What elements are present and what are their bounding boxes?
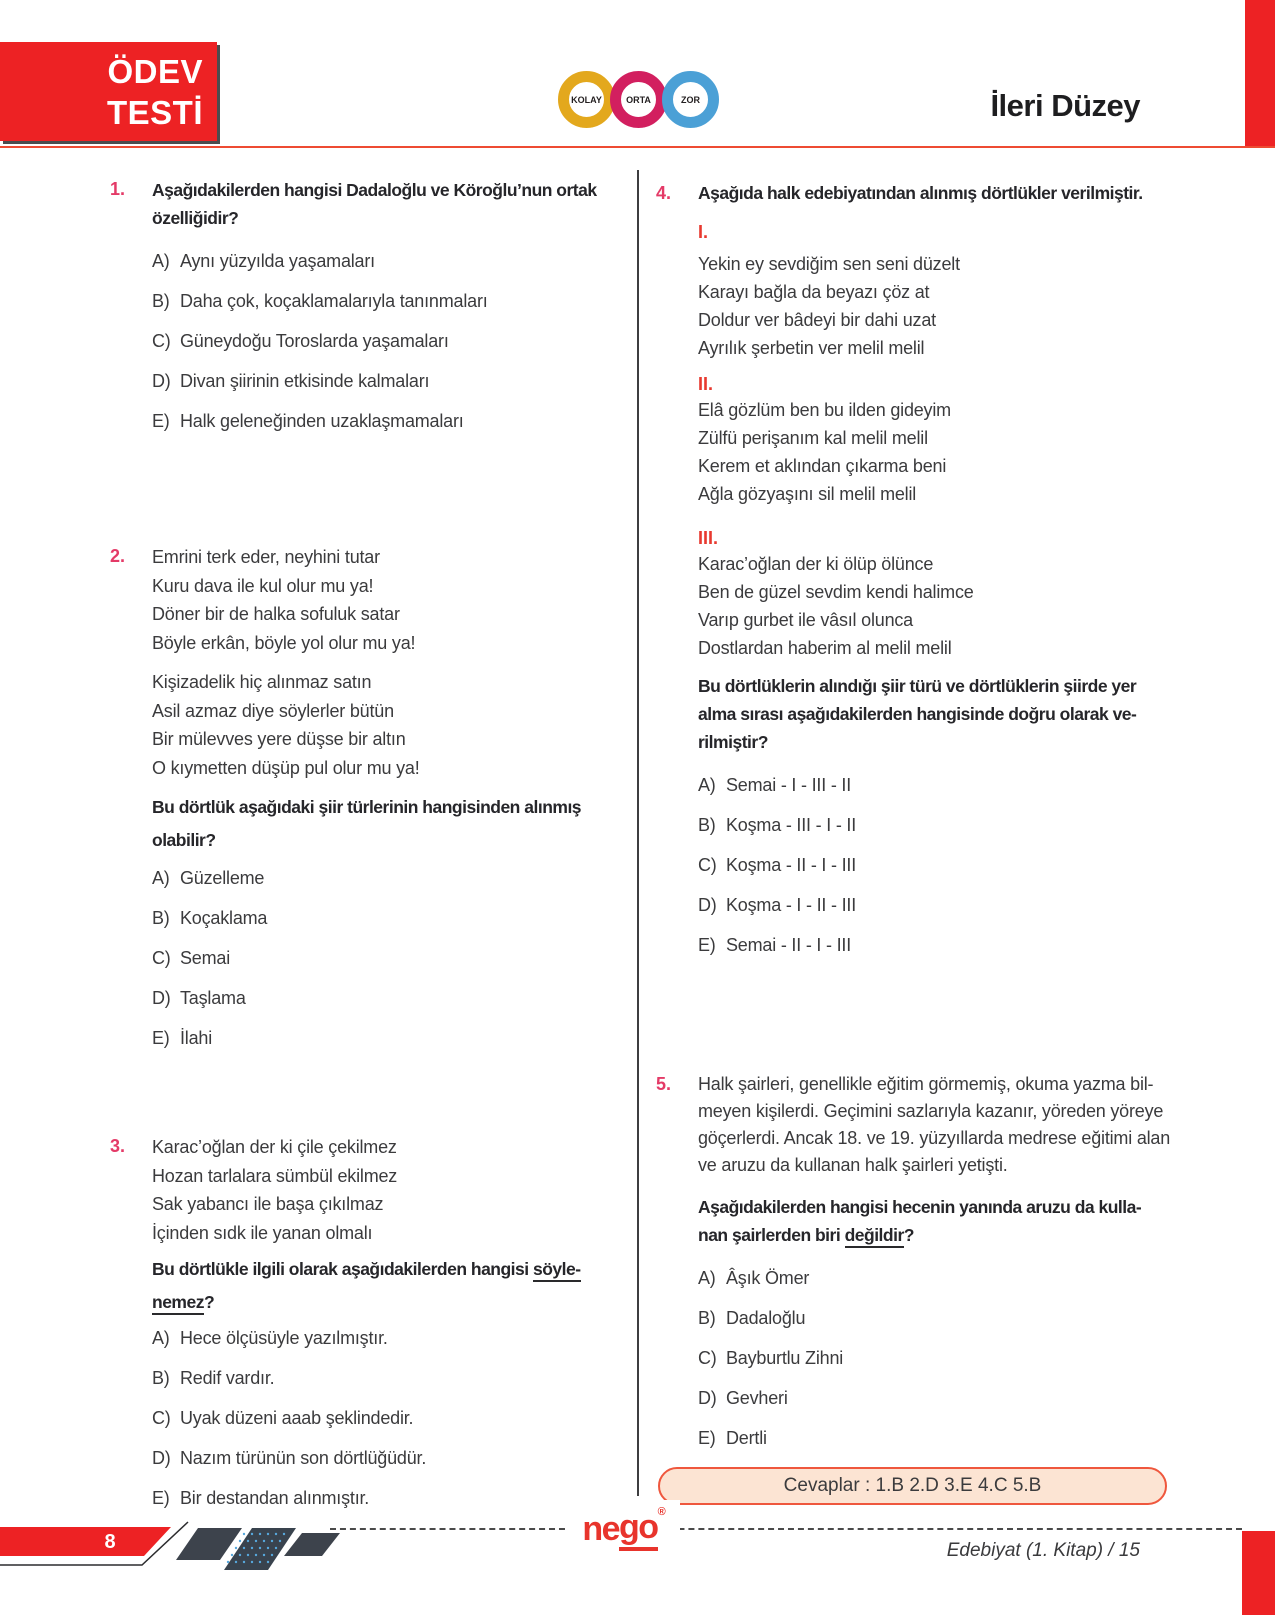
question-4 — [656, 180, 1204, 956]
stem-text: ? — [903, 1225, 914, 1245]
footer-ribbon-decoration — [0, 1520, 345, 1578]
question-2-options — [152, 867, 634, 1049]
poem-line: Kuru dava ile kul olur mu ya! — [152, 575, 374, 596]
option-text: Koçaklama — [180, 908, 268, 928]
roman-numeral-1: I. — [698, 222, 709, 242]
option-text: Bayburtlu Zihni — [726, 1348, 844, 1368]
ring-label-zor: ZOR — [681, 94, 700, 105]
option-letter: D) — [152, 1448, 171, 1468]
option-row-e — [152, 410, 634, 432]
question-1-options — [152, 250, 634, 432]
badge-line-1: ÖDEV — [107, 53, 203, 90]
poem-line: Dostlardan haberim al melil melil — [698, 638, 952, 658]
page-title: İleri Düzey — [990, 88, 1140, 123]
option-letter: B) — [698, 815, 716, 835]
right-edge-bar-top — [1245, 0, 1275, 146]
option-row-a — [152, 250, 634, 272]
option-text: Aynı yüzyılda yaşamaları — [180, 251, 375, 271]
poem-line: Böyle erkân, böyle yol olur mu ya! — [152, 632, 416, 653]
option-row-c — [152, 1407, 634, 1429]
option-letter: C) — [698, 1348, 717, 1368]
poem-line: Varıp gurbet ile vâsıl olunca — [698, 610, 913, 630]
deco-parallelogram-2 — [284, 1533, 340, 1556]
right-edge-bar-bottom — [1242, 1531, 1275, 1615]
logo-text-ne: ne — [582, 1509, 620, 1548]
poem-line: Ben de güzel sevdim kendi halimce — [698, 582, 974, 602]
option-text: Hece ölçüsüyle yazılmıştır. — [180, 1328, 388, 1348]
option-text: Güzelleme — [180, 868, 265, 888]
poem-line: Ayrılık şerbetin ver melil melil — [698, 338, 925, 358]
header-rule — [0, 146, 1275, 148]
stem-line: rilmiştir? — [698, 732, 768, 752]
question-2-stem — [152, 791, 634, 857]
ring-label-kolay: KOLAY — [571, 94, 602, 105]
stem-line: Bu dörtlüklerin alındığı şiir türü ve dörtlüklerin şiirde yer — [698, 676, 1137, 696]
question-5-stem — [698, 1193, 1204, 1249]
stem-text: ? — [203, 1292, 215, 1312]
poem-line: Döner bir de halka sofuluk satar — [152, 604, 400, 624]
option-row-e — [152, 1027, 634, 1049]
option-letter: A) — [698, 1268, 716, 1288]
option-text: Halk geleneğinden uzaklaşmamaları — [180, 411, 464, 431]
option-letter: D) — [698, 895, 717, 915]
option-letter: E) — [152, 1028, 170, 1048]
option-row-e — [152, 1487, 634, 1509]
question-3-number: 3. — [110, 1136, 126, 1156]
question-5-number: 5. — [656, 1074, 672, 1094]
underlined-word: söyle- — [533, 1259, 581, 1282]
option-text: Bir destandan alınmıştır. — [180, 1488, 370, 1508]
option-row-b — [152, 290, 634, 312]
option-letter: C) — [152, 948, 171, 968]
paragraph-line: Halk şairleri, genellikle eğitim görmemiş, okuma yazma bil- — [698, 1074, 1154, 1094]
poem-line: Ağla gözyaşını sil melil melil — [698, 484, 917, 504]
question-5-paragraph — [698, 1071, 1204, 1179]
option-text: Semai - II - I - III — [726, 935, 852, 955]
option-letter: A) — [152, 251, 170, 271]
poem-line: İçinden sıdk ile yanan olmalı — [152, 1222, 373, 1243]
option-text: Koşma - II - I - III — [726, 855, 857, 875]
poem-line: Asil azmaz diye söylerler bütün — [152, 700, 394, 721]
question-2 — [110, 543, 634, 1049]
option-text: Uyak düzeni aaab şeklindedir. — [180, 1408, 414, 1428]
option-letter: C) — [152, 331, 171, 351]
ring-label-orta: ORTA — [626, 94, 651, 105]
difficulty-ring-zor — [662, 71, 719, 128]
answers-box — [658, 1467, 1167, 1505]
difficulty-ring-orta — [610, 71, 667, 128]
option-letter: C) — [152, 1408, 171, 1428]
question-2-stanza-1 — [152, 543, 634, 657]
question-5-options — [698, 1267, 1204, 1449]
poem-line: Karac’oğlan der ki ölüp ölünce — [698, 554, 934, 574]
question-2-number: 2. — [110, 546, 126, 566]
poem-line: Sak yabancı ile başa çıkılmaz — [152, 1194, 384, 1214]
poem-line: Yekin ey sevdiğim sen seni düzelt — [698, 254, 960, 274]
footer-rule — [330, 1528, 1242, 1530]
stem-line — [698, 1221, 1204, 1249]
option-row-c — [698, 1347, 1204, 1369]
stem-line: Aşağıdakilerden hangisi Dadaloğlu ve Köroğlu’nun ortak — [152, 180, 597, 200]
option-text: Semai - I - III - II — [726, 775, 852, 795]
option-row-d — [152, 987, 634, 1009]
option-row-a — [152, 1327, 634, 1349]
stem-line — [152, 1253, 634, 1286]
option-text: Daha çok, koçaklamalarıyla tanınmaları — [180, 291, 488, 311]
option-text: Koşma - I - II - III — [726, 895, 857, 915]
question-2-stanza-2 — [152, 668, 634, 782]
question-4-poem-2 — [698, 396, 1204, 508]
question-5 — [656, 1071, 1204, 1449]
badge-line-2: TESTİ — [106, 94, 203, 131]
option-letter: A) — [152, 1328, 170, 1348]
option-letter: D) — [152, 988, 171, 1008]
option-text: Redif vardır. — [180, 1368, 275, 1388]
stem-text: nan şairlerden biri — [698, 1225, 845, 1245]
option-letter: E) — [698, 935, 716, 955]
question-1-stem — [152, 176, 634, 232]
question-4-poem-3 — [698, 550, 1204, 662]
difficulty-rings — [558, 71, 719, 128]
option-row-d — [698, 894, 1204, 916]
question-4-stem — [698, 672, 1204, 756]
option-text: Semai — [180, 948, 231, 968]
stem-line: Bu dörtlük aşağıdaki şiir türlerinin hangisinden alınmış — [152, 797, 582, 817]
logo-text-go: go — [619, 1508, 658, 1551]
option-letter: E) — [152, 1488, 170, 1508]
option-row-c — [152, 330, 634, 352]
question-3-poem — [152, 1133, 634, 1247]
stem-line: alma sırası aşağıdakilerden hangisinde doğru olarak ve- — [698, 704, 1137, 724]
option-row-b — [698, 1307, 1204, 1329]
poem-line: Bir mülevves yere düşse bir altın — [152, 729, 406, 749]
stem-line: Aşağıdakilerden hangisi hecenin yanında aruzu da kulla- — [698, 1197, 1142, 1217]
option-row-b — [152, 1367, 634, 1389]
stem-line: olabilir? — [152, 830, 216, 850]
option-letter: D) — [698, 1388, 717, 1408]
book-reference: Edebiyat (1. Kitap) / 15 — [946, 1540, 1140, 1561]
question-3-stem — [152, 1253, 634, 1319]
option-letter: B) — [152, 908, 170, 928]
paragraph-line: göçerlerdi. Ancak 18. ve 19. yüzyıllarda medrese eğitimi alan — [698, 1128, 1171, 1148]
option-text: Dertli — [726, 1428, 767, 1448]
stem-text: Bu dörtlükle ilgili olarak aşağıdakilerden hangisi — [152, 1259, 533, 1279]
poem-line: Karac’oğlan der ki çile çekilmez — [152, 1137, 397, 1157]
option-letter: D) — [152, 371, 171, 391]
difficulty-ring-kolay — [558, 71, 615, 128]
question-4-number: 4. — [656, 183, 672, 203]
question-4-intro: Aşağıda halk edebiyatından alınmış dörtlükler verilmiştir. — [698, 183, 1143, 203]
poem-line: Karayı bağla da beyazı çöz at — [698, 282, 930, 302]
answers-text: Cevaplar : 1.B 2.D 3.E 4.C 5.B — [783, 1475, 1042, 1496]
option-text: İlahi — [180, 1028, 213, 1048]
option-row-d — [698, 1387, 1204, 1409]
option-letter: E) — [698, 1428, 716, 1448]
option-text: Dadaloğlu — [726, 1308, 806, 1328]
odev-testi-badge — [0, 42, 217, 141]
option-letter: C) — [698, 855, 717, 875]
question-4-options — [698, 774, 1204, 956]
option-text: Divan şiirinin etkisinde kalmaları — [180, 371, 430, 391]
question-3-options — [152, 1327, 634, 1509]
poem-line: Zülfü perişanım kal melil melil — [698, 428, 928, 448]
question-4-poem-1 — [698, 250, 1204, 362]
option-row-e — [698, 934, 1204, 956]
option-text: Taşlama — [180, 988, 246, 1008]
paragraph-line: ve aruzu da kullanan halk şairleri yetişti. — [698, 1155, 1008, 1175]
option-letter: B) — [152, 291, 170, 311]
option-text: Koşma - III - I - II — [726, 815, 857, 835]
option-row-a — [698, 774, 1204, 796]
poem-line: O kıymetten düşüp pul olur mu ya! — [152, 757, 420, 778]
poem-line: Emrini terk eder, neyhini tutar — [152, 547, 380, 567]
column-divider — [637, 170, 639, 1496]
option-text: Güneydoğu Toroslarda yaşamaları — [180, 331, 449, 351]
poem-line: Kerem et aklından çıkarma beni — [698, 456, 947, 476]
question-3 — [110, 1133, 634, 1509]
option-letter: A) — [698, 775, 716, 795]
option-letter: B) — [152, 1368, 170, 1388]
question-1 — [110, 176, 634, 432]
option-letter: B) — [698, 1308, 716, 1328]
option-text: Âşık Ömer — [726, 1268, 810, 1288]
option-letter: A) — [152, 868, 170, 888]
roman-numeral-3: III. — [698, 528, 719, 548]
option-row-c — [698, 854, 1204, 876]
option-row-e — [698, 1427, 1204, 1449]
poem-line: Doldur ver bâdeyi bir dahi uzat — [698, 310, 936, 330]
stem-line — [152, 1286, 634, 1319]
stem-line: özelliğidir? — [152, 208, 239, 228]
option-row-a — [698, 1267, 1204, 1289]
option-row-b — [698, 814, 1204, 836]
page-number: 8 — [104, 1531, 116, 1553]
option-row-d — [152, 1447, 634, 1469]
option-row-b — [152, 907, 634, 929]
nego-logo — [568, 1500, 680, 1558]
question-1-number: 1. — [110, 179, 126, 199]
underlined-word: nemez — [152, 1292, 204, 1315]
paragraph-line: meyen kişilerdi. Geçimini sazlarıyla kazanır, yöreden yöreye — [698, 1101, 1164, 1121]
poem-line: Hozan tarlalara sümbül ekilmez — [152, 1165, 398, 1186]
option-row-a — [152, 867, 634, 889]
poem-line: Kişizadelik hiç alınmaz satın — [152, 672, 372, 692]
option-row-d — [152, 370, 634, 392]
option-text: Nazım türünün son dörtlüğüdür. — [180, 1448, 427, 1468]
poem-line: Elâ gözlüm ben bu ilden gideyim — [698, 400, 951, 420]
roman-numeral-2: II. — [698, 374, 714, 394]
option-text: Gevheri — [726, 1388, 788, 1408]
underlined-word: değildir — [845, 1225, 904, 1248]
registered-trademark-icon: ® — [657, 1506, 666, 1518]
option-row-c — [152, 947, 634, 969]
option-letter: E) — [152, 411, 170, 431]
